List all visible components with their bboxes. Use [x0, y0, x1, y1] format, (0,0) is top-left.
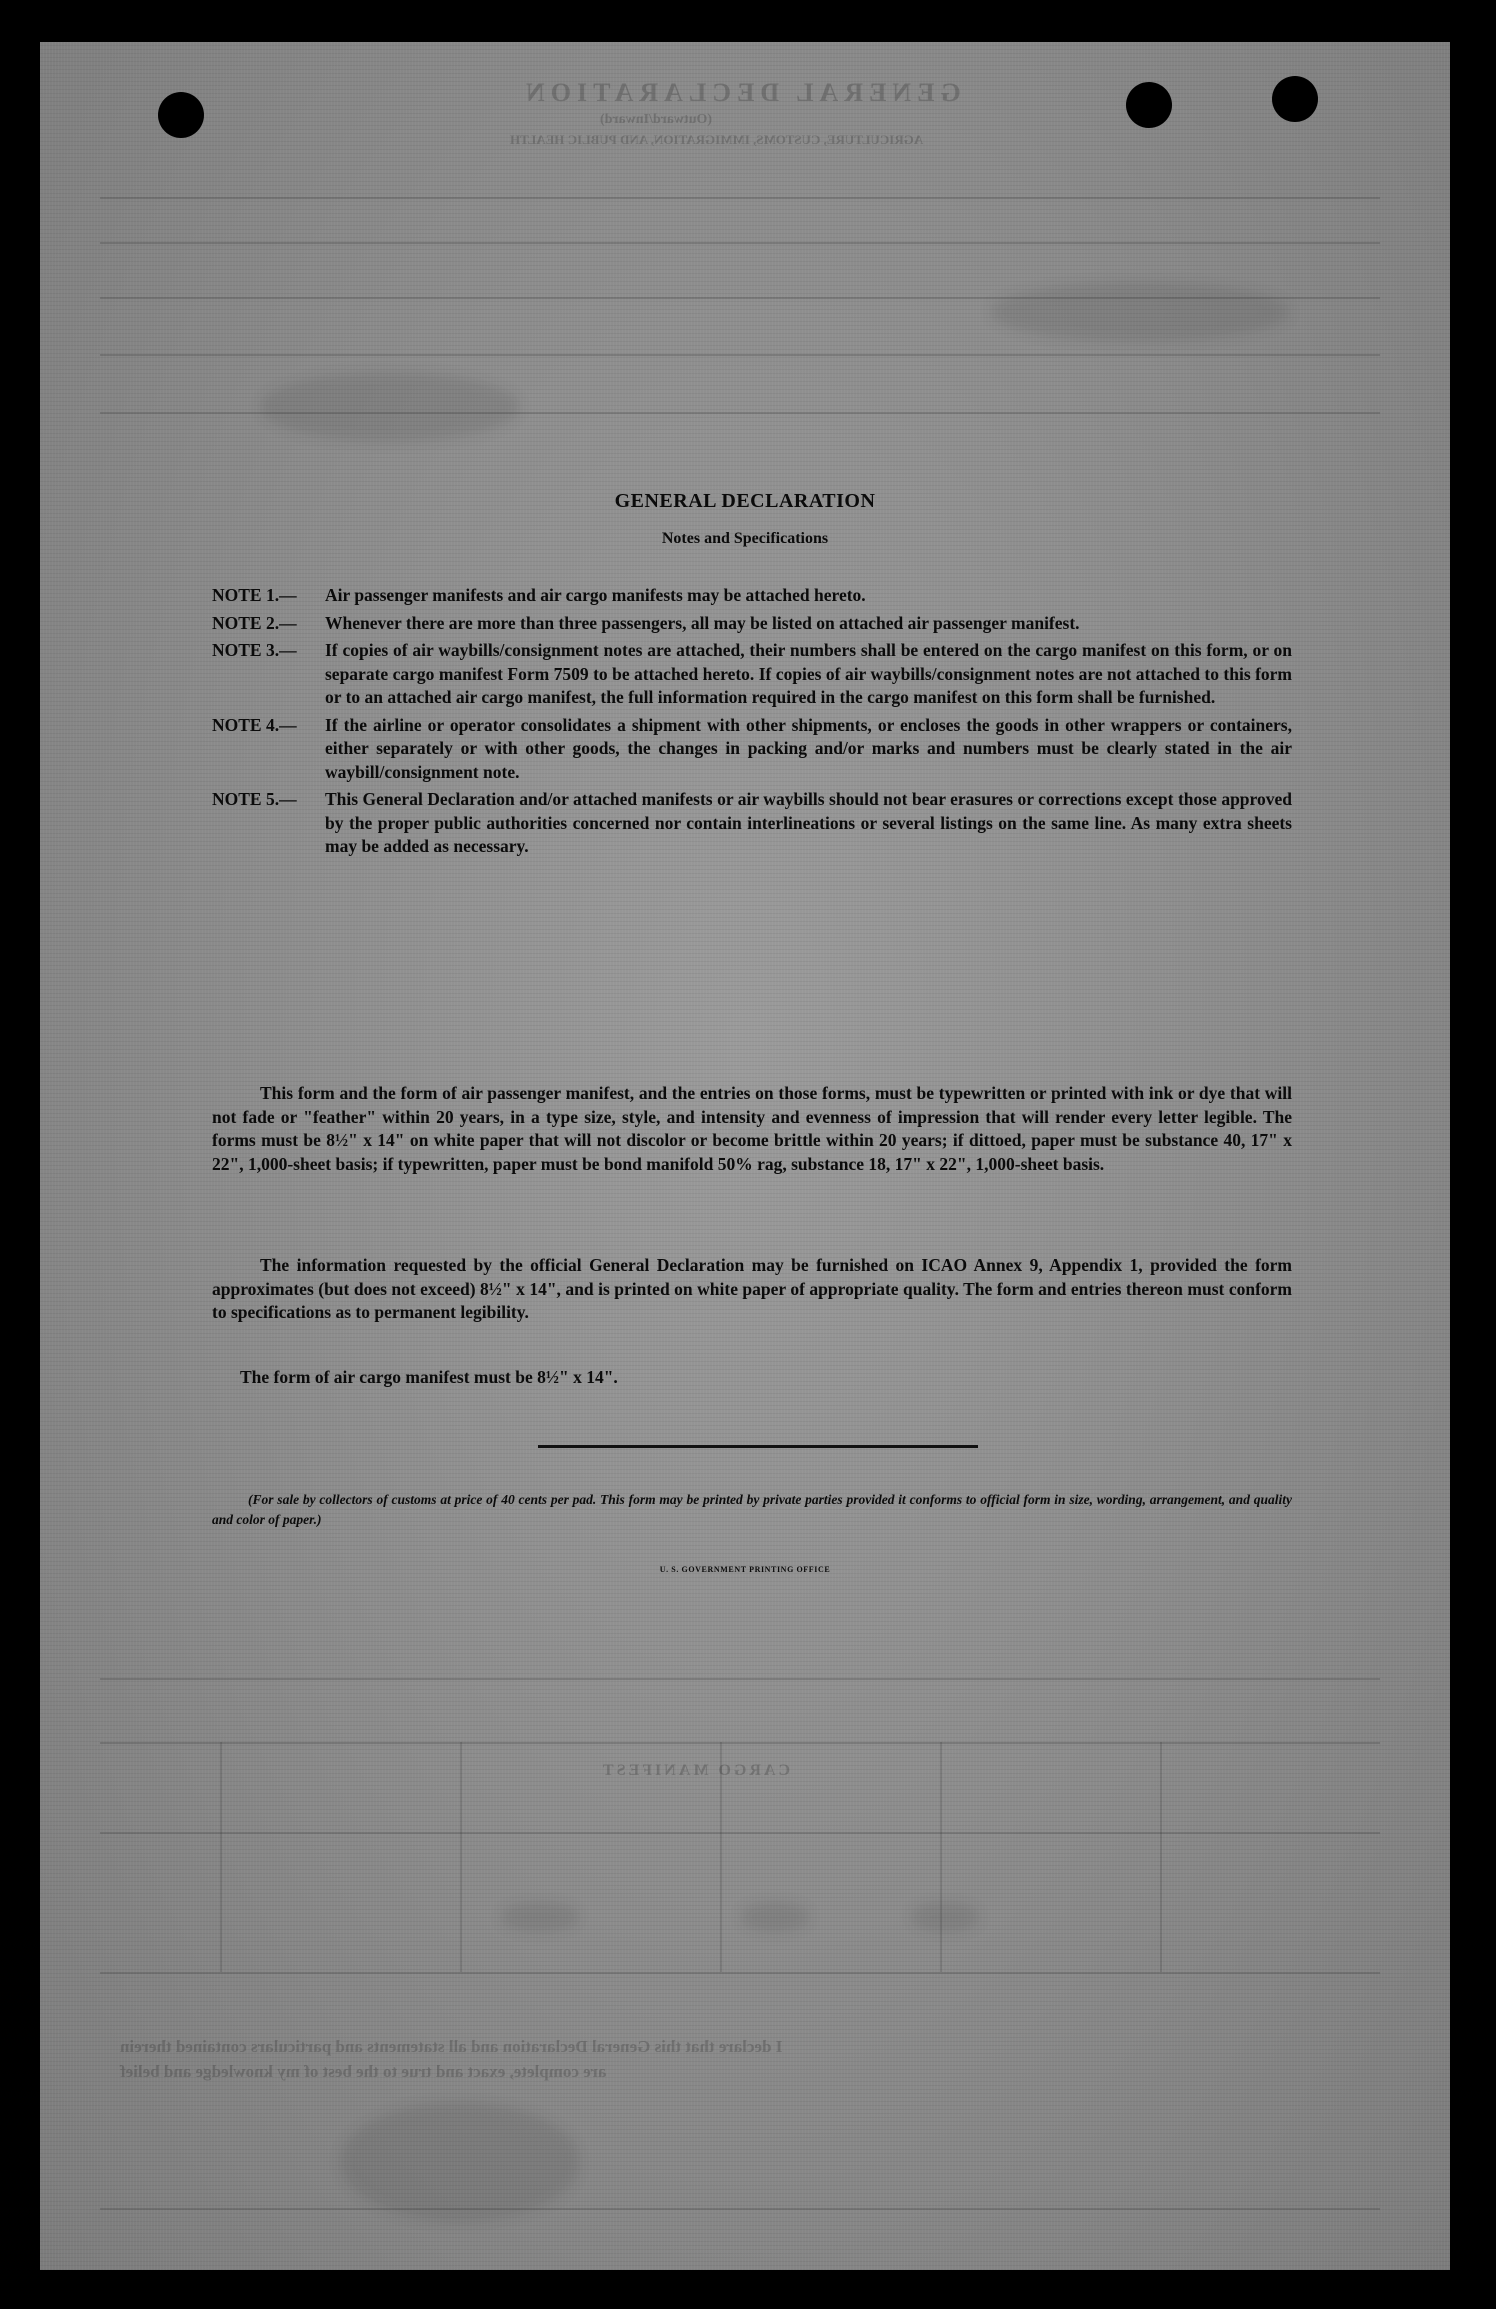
- paragraph-icao-annex: The information requested by the official General Declaration may be furnished on ICAO Annex 9, Appendix 1, provided the form approximates (but does not exceed) 8½" x 14", and is printed on white paper of appropriate quality. The form and entries thereon must conform to specifications as to permanent legibility.: [212, 1255, 1292, 1322]
- note-item: [212, 639, 1292, 710]
- note-text: If copies of air waybills/consignment notes are attached, their numbers shall be entered on the cargo manifest on this form, or on separate cargo manifest Form 7509 to be attached hereto. If copies of air waybills/consignment notes are not attached to this form or to an attached air cargo manifest, the full information required in the cargo manifest on this form shall be furnished.: [325, 640, 1292, 707]
- paragraph-typography-requirements: This form and the form of air passenger manifest, and the entries on those forms, must be typewritten or printed with ink or dye that will not fade or "feather" within 20 years, in a type size, style, and intensity and evenness of impression that will render every letter legible. The forms must be 8½" x 14" on white paper that will not discolor or become brittle within 20 years; if dittoed, paper must be substance 40, 17" x 22", 1,000-sheet basis; if typewritten, paper must be bond manifold 50% rag, substance 18, 17" x 22", 1,000-sheet basis.: [212, 1083, 1292, 1174]
- note-label: NOTE 1.—: [212, 585, 297, 605]
- note-label: NOTE 3.—: [212, 640, 297, 660]
- note-item: [212, 612, 1292, 636]
- note-item: [212, 788, 1292, 859]
- note-text: This General Declaration and/or attached manifests or air waybills should not bear erasures or corrections except those approved by the proper public authorities concerned nor contain interlineations or several listings on the same line. As many extra sheets may be added as necessary.: [325, 789, 1292, 856]
- note-label: NOTE 4.—: [212, 714, 297, 735]
- sale-notice: (For sale by collectors of customs at price of 40 cents per pad. This form may be printed by private parties provided it conforms to official form in size, wording, arrangement, and quality and color of paper.): [212, 1492, 1292, 1527]
- bleed-through-heading: GENERAL DECLARATION: [520, 78, 961, 107]
- note-item: [212, 584, 1292, 608]
- bleed-through-text: I declare that this General Declaration and all statements and particulars contained therein: [120, 2037, 783, 2056]
- page-subtitle: Notes and Specifications: [661, 530, 829, 547]
- note-label: NOTE 5.—: [212, 789, 297, 809]
- divider-rule: [538, 1445, 978, 1448]
- bleed-through-text: are complete, exact and true to the best of my knowledge and belief: [120, 2062, 607, 2081]
- document-page: [40, 42, 1450, 2270]
- note-item: [212, 714, 1292, 785]
- bleed-through-text: AGRICULTURE, CUSTOMS, IMMIGRATION, AND PUBLIC HEALTH: [510, 132, 924, 147]
- note-text: If the airline or operator consolidates a shipment with other shipments, or encloses the goods in other wrappers or containers, either separately or with other goods, the changes in packing and/or marks and numbers must be clearly stated in the air waybill/consignment note.: [325, 714, 1292, 782]
- note-text: Air passenger manifests and air cargo manifests may be attached hereto.: [325, 585, 866, 605]
- printing-office-imprint: U. S. GOVERNMENT PRINTING OFFICE: [659, 1565, 831, 1574]
- bleed-through-text: CARGO MANIFEST: [600, 1762, 791, 1779]
- notes-list: [212, 584, 1292, 863]
- bleed-through-text: (Outward/Inward): [600, 112, 713, 127]
- note-text: Whenever there are more than three passengers, all may be listed on attached air passenger manifest.: [325, 612, 1080, 633]
- page-title: GENERAL DECLARATION: [614, 490, 876, 512]
- paragraph-cargo-manifest-size: The form of air cargo manifest must be 8½" x 14".: [240, 1367, 618, 1387]
- note-label: NOTE 2.—: [212, 612, 297, 633]
